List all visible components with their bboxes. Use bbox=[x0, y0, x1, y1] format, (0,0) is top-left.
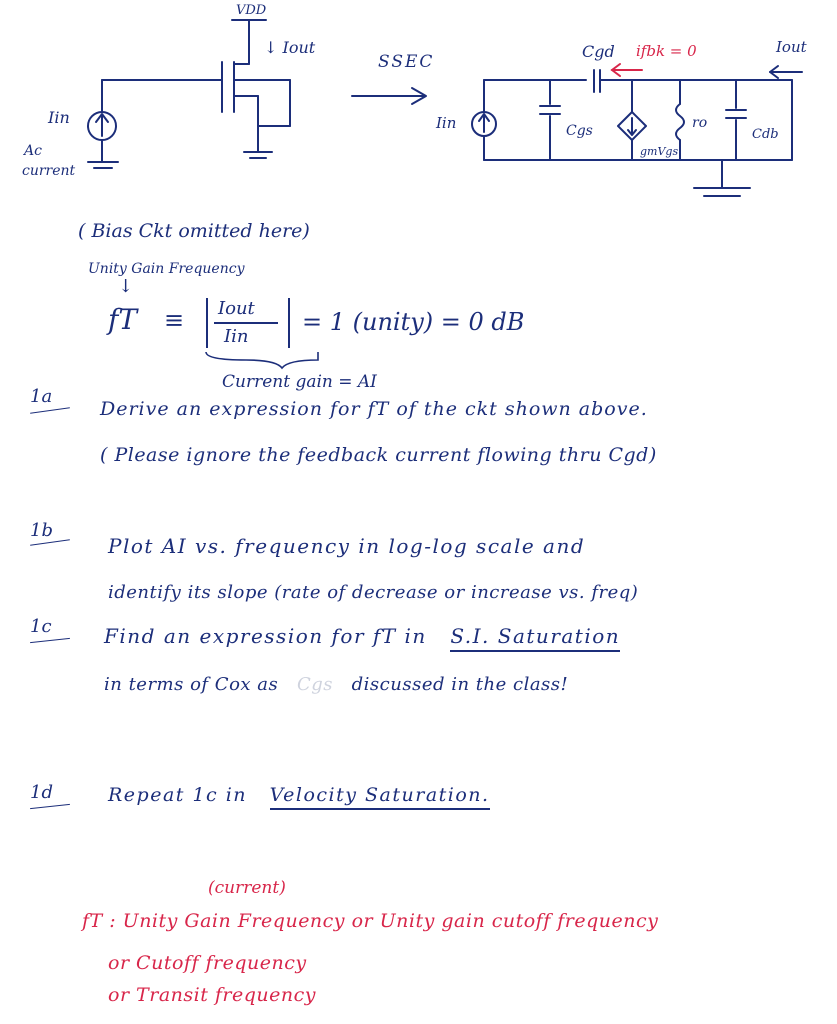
equiv-symbol: ≡ bbox=[164, 306, 185, 334]
q1c-si-saturation: S.I. Saturation bbox=[450, 624, 620, 652]
vdd-label: VDD bbox=[236, 3, 267, 18]
current-label: current bbox=[22, 163, 76, 179]
ro-label: ro bbox=[692, 115, 708, 131]
q1b-number: 1b bbox=[30, 520, 53, 541]
current-gain-label: Current gain = AI bbox=[222, 372, 377, 392]
ft-denominator: Iin bbox=[224, 326, 249, 347]
q1a-number: 1a bbox=[30, 386, 53, 407]
footnote-insert-current: (current) bbox=[208, 878, 286, 898]
q1c-number: 1c bbox=[30, 616, 52, 637]
bias-omitted-note: ( Bias Ckt omitted here) bbox=[78, 220, 310, 242]
q1c-line2-prefix: in terms of Cox as bbox=[104, 674, 279, 695]
ft-numerator: Iout bbox=[218, 298, 255, 319]
q1d-velocity-saturation: Velocity Saturation. bbox=[270, 784, 490, 810]
ft-symbol: fT bbox=[108, 303, 138, 336]
iin-right-label: Iin bbox=[436, 114, 457, 132]
ft-rhs: = 1 (unity) = 0 dB bbox=[302, 308, 525, 336]
iout-left-label: ↓ Iout bbox=[264, 38, 316, 57]
q1d-number: 1d bbox=[30, 782, 53, 803]
cdb-label: Cdb bbox=[752, 127, 779, 142]
down-arrow-icon: ↓ bbox=[118, 276, 134, 297]
ac-label: Ac bbox=[24, 143, 42, 159]
q1b-line2: identify its slope (rate of decrease or increase vs. freq) bbox=[108, 582, 639, 603]
cgd-label: Cgd bbox=[582, 42, 615, 61]
q1b-line1: Plot AI vs. frequency in log-log scale and bbox=[108, 534, 586, 558]
ifbk-label: ifbk = 0 bbox=[636, 42, 697, 60]
ssec-label: SSEC bbox=[378, 52, 435, 72]
iout-left-text: Iout bbox=[282, 38, 316, 57]
q1c-line1 bbox=[104, 626, 620, 646]
iin-left-label: Iin bbox=[48, 108, 70, 127]
gmvgs-label: gmVgs bbox=[640, 145, 679, 158]
q1d-underline bbox=[30, 804, 70, 809]
footnote-line2: or Cutoff frequency bbox=[108, 952, 307, 974]
q1a-line2: ( Please ignore the feedback current flowing thru Cgd) bbox=[100, 444, 657, 466]
unity-gain-frequency-label: Unity Gain Frequency bbox=[88, 261, 245, 277]
q1c-line2-suffix: discussed in the class! bbox=[351, 674, 569, 695]
footnote-line3: or Transit frequency bbox=[108, 984, 316, 1006]
q1a-underline bbox=[30, 407, 70, 414]
q1a-line1: Derive an expression for fT of the ckt shown above. bbox=[100, 398, 648, 420]
iout-right-label: Iout bbox=[776, 38, 807, 56]
q1c-underline bbox=[30, 638, 70, 643]
q1d-prefix: Repeat 1c in bbox=[108, 784, 248, 806]
q1c-line1-prefix: Find an expression for fT in bbox=[104, 624, 427, 648]
cgs-label: Cgs bbox=[566, 123, 593, 139]
q1c-faded-cgs: Cgs bbox=[296, 674, 333, 695]
footnote-line1: fT : Unity Gain Frequency or Unity gain cutoff frequency bbox=[82, 910, 659, 932]
q1c-line2 bbox=[104, 676, 568, 694]
underbrace bbox=[0, 0, 837, 400]
q1d-line bbox=[108, 786, 490, 805]
